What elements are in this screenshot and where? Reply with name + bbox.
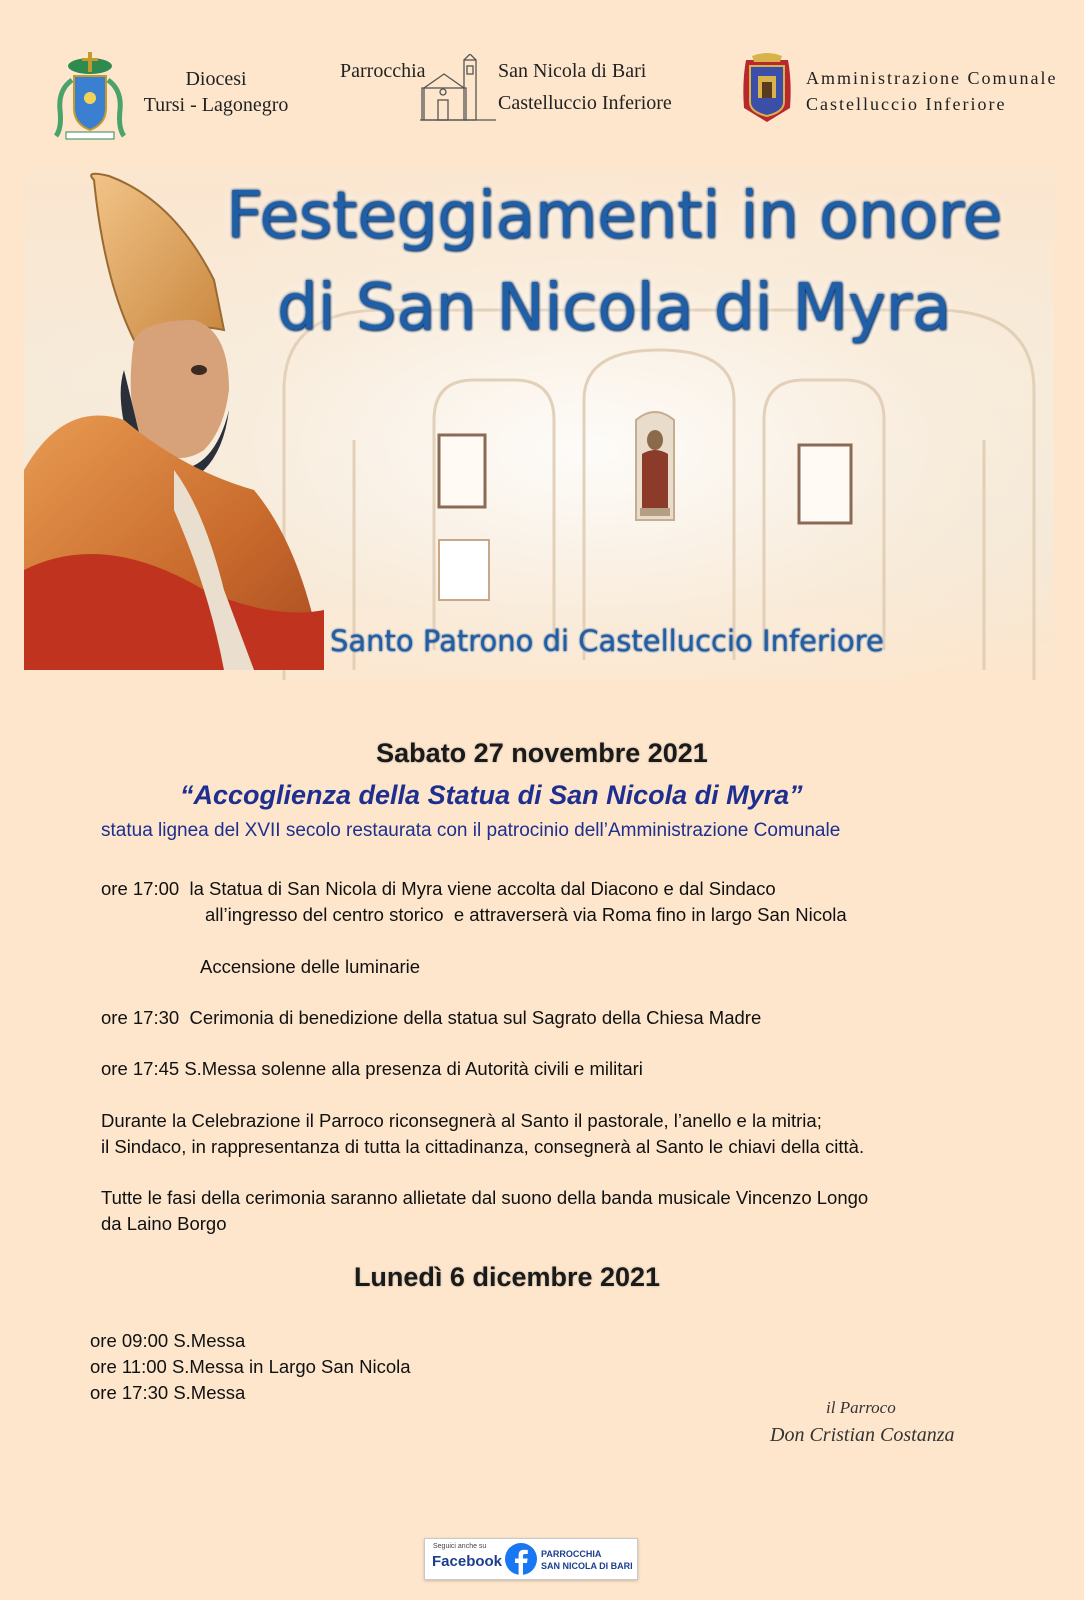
celebration-paragraph-line1: Durante la Celebrazione il Parroco riconsegnerà al Santo il pastorale, l’anello e la mitria; (101, 1110, 822, 1131)
signature-role: il Parroco (826, 1398, 896, 1417)
municipality-name: Amministrazione Comunale (806, 68, 1058, 88)
municipality-place: Castelluccio Inferiore (806, 94, 1007, 114)
diocese-name: Tursi - Lagonegro (143, 94, 289, 116)
day1-event-title: “Accoglienza della Statua di San Nicola di Myra” (180, 780, 803, 810)
schedule-item-luminarie: Accensione delle luminarie (200, 956, 421, 977)
band-paragraph-line2: da Laino Borgo (101, 1213, 227, 1234)
facebook-page-line1: PARROCCHIA (541, 1549, 602, 1559)
schedule-item-1700-line1: ore 17:00 la Statua di San Nicola di Myra viene accolta dal Diacono e dal Sindaco (101, 878, 776, 899)
day1-date-heading: Sabato 27 novembre 2021 (376, 738, 708, 768)
schedule-item-1700-line2: all’ingresso del centro storico e attraverserà via Roma fino in largo San Nicola (205, 904, 847, 925)
facebook-follow-text: Seguici anche su (433, 1543, 487, 1550)
celebration-paragraph-line2: il Sindaco, in rappresentanza di tutta la cittadinanza, consegnerà al Santo le chiavi della città. (101, 1136, 865, 1157)
day1-event-subtitle: statua lignea del XVII secolo restaurata con il patrocinio dell’Amministrazione Comunale (101, 820, 841, 841)
band-paragraph-line1: Tutte le fasi della cerimonia saranno allietate dal suono della banda musicale Vincenzo Longo (101, 1187, 869, 1208)
main-title-line2: di San Nicola di Myra (276, 271, 952, 345)
day2-item: ore 17:30 S.Messa (90, 1382, 246, 1403)
schedule-item-1745: ore 17:45 S.Messa solenne alla presenza di Autorità civili e militari (101, 1058, 643, 1079)
hero-subtitle: Santo Patrono di Castelluccio Inferiore (330, 624, 884, 658)
municipality-coat-of-arms-icon (738, 52, 796, 124)
church-icon (420, 54, 496, 124)
facebook-icon (505, 1543, 537, 1575)
parish-name: San Nicola di Bari (498, 60, 647, 82)
diocese-coat-of-arms-icon (52, 50, 128, 142)
signature-name: Don Cristian Costanza (770, 1424, 955, 1446)
main-title-line1: Festeggiamenti in onore (225, 179, 1003, 253)
facebook-page-line2: SAN NICOLA DI BARI (541, 1561, 633, 1571)
day2-date-heading: Lunedì 6 dicembre 2021 (353, 1262, 661, 1292)
hero-banner (24, 170, 1054, 680)
facebook-wordmark: Facebook (432, 1553, 503, 1570)
day2-item: ore 09:00 S.Messa (90, 1330, 246, 1351)
diocese-label: Diocesi (185, 68, 247, 90)
facebook-badge[interactable] (424, 1538, 638, 1580)
parish-place: Castelluccio Inferiore (498, 92, 672, 114)
schedule-item-1730: ore 17:30 Cerimonia di benedizione della statua sul Sagrato della Chiesa Madre (101, 1007, 762, 1028)
parish-word: Parrocchia (340, 60, 426, 82)
day2-item: ore 11:00 S.Messa in Largo San Nicola (90, 1356, 411, 1377)
